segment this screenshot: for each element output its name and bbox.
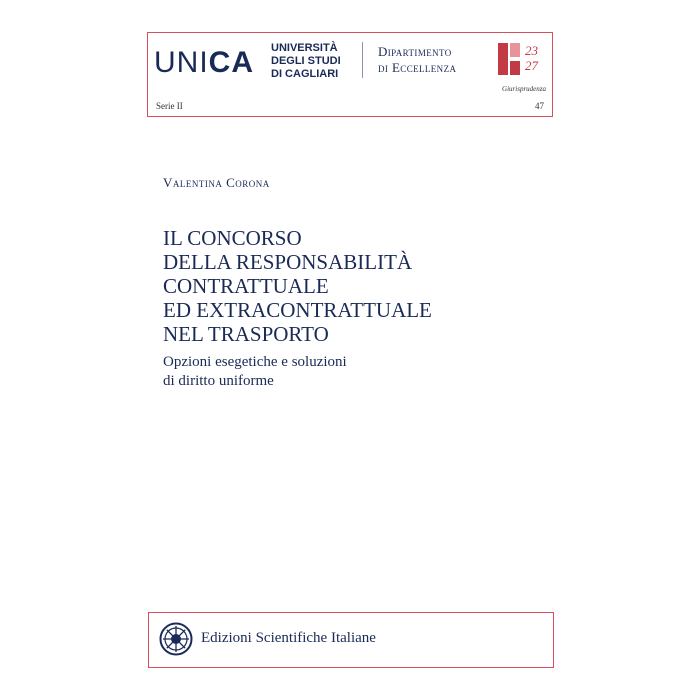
title-line: NEL TRASPORTO — [163, 322, 329, 346]
subtitle-line: Opzioni esegetiche e soluzioni — [163, 354, 347, 370]
university-line: DI CAGLIARI — [271, 68, 339, 80]
title-line: ED EXTRACONTRATTUALE — [163, 298, 432, 322]
series-label: Serie II — [156, 101, 183, 111]
author-name: Valentina Corona — [163, 175, 270, 190]
logo-caption: Giurisprudenza — [502, 85, 546, 93]
unica-logo — [154, 46, 254, 80]
unica-suffix: CA — [208, 46, 255, 79]
publisher-name: Edizioni Scientifiche Italiane — [201, 630, 376, 646]
excellence-years — [525, 43, 538, 73]
header-box — [147, 32, 553, 117]
subtitle-line: di diritto uniforme — [163, 373, 274, 389]
title-line: IL CONCORSO — [163, 226, 302, 250]
book-title — [163, 226, 543, 346]
year-start: 23 — [525, 43, 538, 58]
university-name — [271, 42, 341, 81]
department-line: Dipartimento — [378, 44, 452, 59]
publisher-box — [148, 612, 554, 668]
publisher-emblem-icon — [159, 622, 193, 656]
year-end: 27 — [525, 58, 538, 73]
header-divider — [362, 42, 363, 78]
unica-prefix: UNI — [154, 46, 209, 79]
excellence-logo-icon — [498, 43, 520, 75]
department-name — [378, 44, 456, 76]
series-number: 47 — [535, 101, 544, 111]
title-line: DELLA RESPONSABILITÀ — [163, 250, 413, 274]
department-line: di Eccellenza — [378, 60, 457, 75]
title-line: CONTRATTUALE — [163, 274, 329, 298]
university-line: DEGLI STUDI — [271, 55, 341, 67]
university-line: UNIVERSITÀ — [271, 42, 338, 54]
book-subtitle — [163, 353, 347, 391]
